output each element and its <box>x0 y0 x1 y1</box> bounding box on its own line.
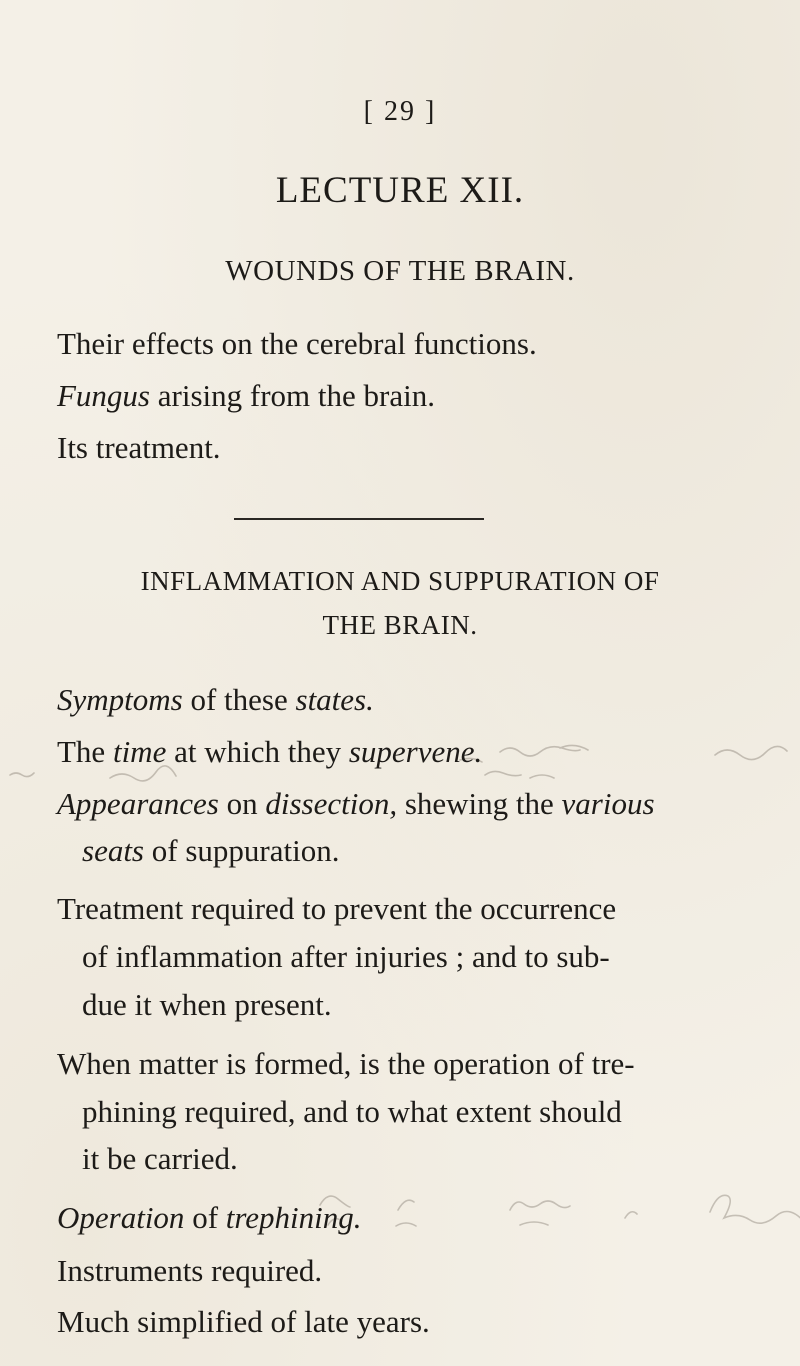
topic-treatment-required-line-2: of inflammation after injuries ; and to sub- <box>82 939 610 974</box>
symptoms-italic: Symptoms <box>57 682 183 717</box>
various-italic: various <box>561 786 655 821</box>
section-title-line-1: INFLAMMATION AND SUPPURATION OF <box>140 566 660 596</box>
appearances-text-1: on <box>218 786 266 821</box>
supervene-italic: supervene. <box>348 734 483 769</box>
states-italic: states. <box>295 682 374 717</box>
topic-operation <box>57 1202 362 1233</box>
section-title-line-2: THE BRAIN. <box>322 610 478 640</box>
operation-text: of <box>184 1200 226 1235</box>
topic-simplified: Much simplified of late years. <box>57 1304 430 1339</box>
topic-effects: Their effects on the cerebral functions. <box>57 326 537 361</box>
topic-fungus <box>57 380 435 411</box>
topic-matter-line-1: When matter is formed, is the operation of tre- <box>57 1046 635 1081</box>
topic-time <box>57 736 482 767</box>
topic-matter-line-3: it be carried. <box>82 1141 238 1176</box>
topic-matter-line-2: phining required, and to what extent should <box>82 1094 622 1129</box>
topic-appearances-line-1 <box>57 788 655 819</box>
appearances-italic: Appearances <box>57 786 219 821</box>
topic-fungus-italic: Fungus <box>57 378 150 413</box>
symptoms-text: of these <box>182 682 296 717</box>
dissection-italic: dissection, <box>265 786 398 821</box>
topic-symptoms <box>57 684 374 715</box>
topic-appearances-line-2 <box>82 835 339 866</box>
seats-italic: seats <box>82 833 144 868</box>
topic-treatment: Its treatment. <box>57 430 221 465</box>
topic-treatment-required-line-1: Treatment required to prevent the occurrence <box>57 891 617 926</box>
topic-treatment-required-line-3: due it when present. <box>82 987 332 1022</box>
page-number: [ 29 ] <box>363 96 437 127</box>
subject-title: WOUNDS OF THE BRAIN. <box>225 255 575 287</box>
appearances-text-3: of suppuration. <box>144 833 340 868</box>
section-divider <box>234 518 484 520</box>
appearances-text-2: shewing the <box>397 786 562 821</box>
trephining-italic: trephining. <box>225 1200 362 1235</box>
lecture-title: LECTURE XII. <box>275 170 525 211</box>
topic-instruments: Instruments required. <box>57 1253 323 1288</box>
time-text-1: The <box>57 734 113 769</box>
operation-italic: Operation <box>57 1200 185 1235</box>
time-italic: time <box>112 734 167 769</box>
time-text-2: at which they <box>166 734 349 769</box>
topic-fungus-rest: arising from the brain. <box>150 378 435 413</box>
